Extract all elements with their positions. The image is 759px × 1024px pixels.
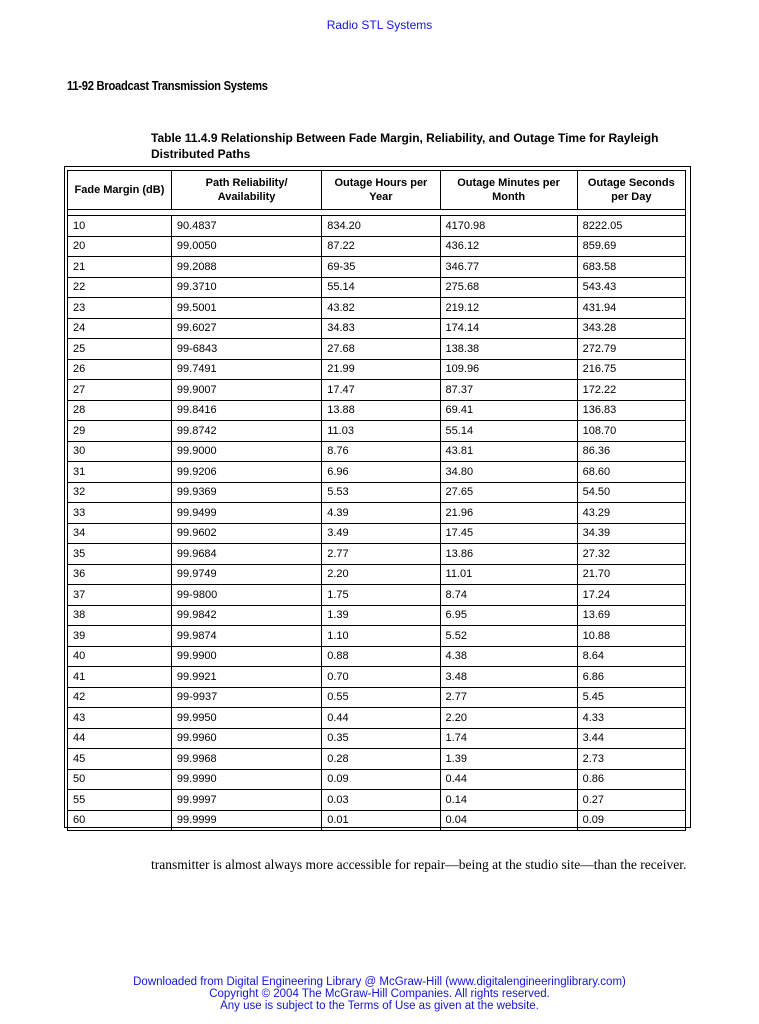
cell-outage-minutes: 55.14 bbox=[440, 421, 577, 442]
cell-outage-minutes: 219.12 bbox=[440, 298, 577, 319]
cell-outage-minutes: 346.77 bbox=[440, 257, 577, 278]
cell-fade-margin: 42 bbox=[68, 687, 172, 708]
cell-outage-minutes: 174.14 bbox=[440, 318, 577, 339]
cell-outage-hours: 3.49 bbox=[322, 523, 440, 544]
cell-outage-seconds: 13.69 bbox=[577, 605, 685, 626]
cell-path-reliability: 99.9921 bbox=[171, 667, 321, 688]
cell-fade-margin: 21 bbox=[68, 257, 172, 278]
table-row bbox=[68, 462, 686, 483]
cell-fade-margin: 27 bbox=[68, 380, 172, 401]
cell-outage-seconds: 8.64 bbox=[577, 646, 685, 667]
cell-fade-margin: 30 bbox=[68, 441, 172, 462]
cell-path-reliability: 99.7491 bbox=[171, 359, 321, 380]
cell-outage-minutes: 2.77 bbox=[440, 687, 577, 708]
cell-outage-minutes: 2.20 bbox=[440, 708, 577, 729]
cell-fade-margin: 22 bbox=[68, 277, 172, 298]
cell-outage-hours: 69-35 bbox=[322, 257, 440, 278]
cell-outage-minutes: 13.86 bbox=[440, 544, 577, 565]
table-row bbox=[68, 318, 686, 339]
cell-fade-margin: 25 bbox=[68, 339, 172, 360]
cell-outage-hours: 87.22 bbox=[322, 236, 440, 257]
table-row bbox=[68, 728, 686, 749]
cell-outage-seconds: 683.58 bbox=[577, 257, 685, 278]
table-row bbox=[68, 523, 686, 544]
cell-outage-hours: 0.55 bbox=[322, 687, 440, 708]
cell-outage-minutes: 138.38 bbox=[440, 339, 577, 360]
cell-fade-margin: 23 bbox=[68, 298, 172, 319]
cell-outage-hours: 1.75 bbox=[322, 585, 440, 606]
cell-fade-margin: 45 bbox=[68, 749, 172, 770]
running-head: 11-92 Broadcast Transmission Systems bbox=[67, 78, 268, 93]
cell-outage-hours: 0.44 bbox=[322, 708, 440, 729]
cell-outage-seconds: 136.83 bbox=[577, 400, 685, 421]
cell-outage-hours: 6.96 bbox=[322, 462, 440, 483]
cell-outage-seconds: 6.86 bbox=[577, 667, 685, 688]
cell-outage-minutes: 11.01 bbox=[440, 564, 577, 585]
cell-path-reliability: 90.4837 bbox=[171, 216, 321, 237]
cell-fade-margin: 31 bbox=[68, 462, 172, 483]
cell-outage-seconds: 0.86 bbox=[577, 769, 685, 790]
cell-outage-hours: 1.10 bbox=[322, 626, 440, 647]
cell-outage-minutes: 69.41 bbox=[440, 400, 577, 421]
cell-fade-margin: 28 bbox=[68, 400, 172, 421]
cell-outage-minutes: 0.44 bbox=[440, 769, 577, 790]
cell-outage-hours: 2.77 bbox=[322, 544, 440, 565]
table-caption: Table 11.4.9 Relationship Between Fade Margin, Reliability, and Outage Time for Rayleigh Distributed Paths bbox=[151, 131, 659, 161]
cell-outage-seconds: 431.94 bbox=[577, 298, 685, 319]
cell-fade-margin: 55 bbox=[68, 790, 172, 811]
footer-copyright: Copyright © 2004 The McGraw-Hill Companies. All rights reserved. bbox=[209, 988, 550, 1000]
cell-path-reliability: 99.9369 bbox=[171, 482, 321, 503]
cell-fade-margin: 44 bbox=[68, 728, 172, 749]
cell-path-reliability: 99.9990 bbox=[171, 769, 321, 790]
table-row bbox=[68, 626, 686, 647]
cell-fade-margin: 37 bbox=[68, 585, 172, 606]
table-row bbox=[68, 359, 686, 380]
cell-outage-hours: 43.82 bbox=[322, 298, 440, 319]
cell-outage-seconds: 108.70 bbox=[577, 421, 685, 442]
cell-path-reliability: 99.9000 bbox=[171, 441, 321, 462]
cell-outage-minutes: 4.38 bbox=[440, 646, 577, 667]
cell-outage-minutes: 43.81 bbox=[440, 441, 577, 462]
table-row bbox=[68, 277, 686, 298]
cell-outage-seconds: 86.36 bbox=[577, 441, 685, 462]
cell-outage-seconds: 21.70 bbox=[577, 564, 685, 585]
cell-outage-seconds: 543.43 bbox=[577, 277, 685, 298]
cell-outage-hours: 5.53 bbox=[322, 482, 440, 503]
table-row bbox=[68, 421, 686, 442]
cell-path-reliability: 99.9999 bbox=[171, 810, 321, 831]
cell-outage-seconds: 172.22 bbox=[577, 380, 685, 401]
cell-outage-minutes: 6.95 bbox=[440, 605, 577, 626]
cell-fade-margin: 24 bbox=[68, 318, 172, 339]
table-row bbox=[68, 482, 686, 503]
cell-fade-margin: 60 bbox=[68, 810, 172, 831]
table-body bbox=[68, 210, 686, 831]
cell-outage-hours: 0.35 bbox=[322, 728, 440, 749]
cell-fade-margin: 35 bbox=[68, 544, 172, 565]
cell-path-reliability: 99.9749 bbox=[171, 564, 321, 585]
cell-outage-seconds: 10.88 bbox=[577, 626, 685, 647]
cell-fade-margin: 10 bbox=[68, 216, 172, 237]
cell-path-reliability: 99.9960 bbox=[171, 728, 321, 749]
cell-outage-seconds: 272.79 bbox=[577, 339, 685, 360]
cell-path-reliability: 99.9206 bbox=[171, 462, 321, 483]
cell-fade-margin: 33 bbox=[68, 503, 172, 524]
column-header-fade-margin: Fade Margin (dB) bbox=[68, 171, 172, 210]
cell-outage-seconds: 0.09 bbox=[577, 810, 685, 831]
column-header-outage-hours: Outage Hours per Year bbox=[322, 171, 440, 210]
cell-path-reliability: 99.9900 bbox=[171, 646, 321, 667]
cell-outage-hours: 34.83 bbox=[322, 318, 440, 339]
cell-path-reliability: 99.0050 bbox=[171, 236, 321, 257]
cell-outage-minutes: 5.52 bbox=[440, 626, 577, 647]
column-header-outage-minutes: Outage Minutes per Month bbox=[440, 171, 577, 210]
cell-outage-seconds: 216.75 bbox=[577, 359, 685, 380]
table-row bbox=[68, 236, 686, 257]
table-row bbox=[68, 790, 686, 811]
cell-outage-hours: 17.47 bbox=[322, 380, 440, 401]
cell-path-reliability: 99.3710 bbox=[171, 277, 321, 298]
cell-outage-seconds: 43.29 bbox=[577, 503, 685, 524]
footer-download-link[interactable]: Downloaded from Digital Engineering Library @ McGraw-Hill (www.digitalengineeringlibrary.com) bbox=[133, 976, 626, 988]
body-paragraph: transmitter is almost always more accessible for repair—being at the studio site—than the receiver. bbox=[151, 857, 687, 872]
cell-outage-hours: 0.88 bbox=[322, 646, 440, 667]
cell-outage-minutes: 4170.98 bbox=[440, 216, 577, 237]
cell-outage-seconds: 3.44 bbox=[577, 728, 685, 749]
cell-path-reliability: 99.8416 bbox=[171, 400, 321, 421]
cell-path-reliability: 99-9800 bbox=[171, 585, 321, 606]
cell-path-reliability: 99.9684 bbox=[171, 544, 321, 565]
cell-outage-minutes: 34.80 bbox=[440, 462, 577, 483]
cell-fade-margin: 29 bbox=[68, 421, 172, 442]
footer bbox=[0, 976, 759, 1012]
cell-fade-margin: 20 bbox=[68, 236, 172, 257]
table-header-row bbox=[68, 171, 686, 210]
cell-outage-hours: 13.88 bbox=[322, 400, 440, 421]
cell-fade-margin: 41 bbox=[68, 667, 172, 688]
cell-path-reliability: 99.6027 bbox=[171, 318, 321, 339]
cell-path-reliability: 99.9997 bbox=[171, 790, 321, 811]
cell-fade-margin: 43 bbox=[68, 708, 172, 729]
cell-outage-hours: 11.03 bbox=[322, 421, 440, 442]
table-row bbox=[68, 441, 686, 462]
fade-margin-table bbox=[67, 170, 686, 831]
table-row bbox=[68, 667, 686, 688]
cell-outage-hours: 0.70 bbox=[322, 667, 440, 688]
source-link[interactable]: Radio STL Systems bbox=[326, 18, 433, 32]
cell-path-reliability: 99.9968 bbox=[171, 749, 321, 770]
cell-outage-hours: 4.39 bbox=[322, 503, 440, 524]
cell-outage-hours: 0.09 bbox=[322, 769, 440, 790]
cell-outage-seconds: 68.60 bbox=[577, 462, 685, 483]
cell-outage-minutes: 1.74 bbox=[440, 728, 577, 749]
cell-outage-minutes: 1.39 bbox=[440, 749, 577, 770]
cell-outage-minutes: 87.37 bbox=[440, 380, 577, 401]
column-header-path-reliability: Path Reliability/ Availability bbox=[171, 171, 321, 210]
table-row bbox=[68, 769, 686, 790]
cell-outage-seconds: 54.50 bbox=[577, 482, 685, 503]
cell-path-reliability: 99.9950 bbox=[171, 708, 321, 729]
cell-path-reliability: 99-9937 bbox=[171, 687, 321, 708]
table-row bbox=[68, 216, 686, 237]
cell-path-reliability: 99.5001 bbox=[171, 298, 321, 319]
cell-outage-hours: 0.28 bbox=[322, 749, 440, 770]
cell-path-reliability: 99.8742 bbox=[171, 421, 321, 442]
cell-path-reliability: 99.9007 bbox=[171, 380, 321, 401]
table-row bbox=[68, 605, 686, 626]
table-row bbox=[68, 687, 686, 708]
cell-outage-minutes: 436.12 bbox=[440, 236, 577, 257]
cell-outage-seconds: 8222.05 bbox=[577, 216, 685, 237]
cell-outage-seconds: 343.28 bbox=[577, 318, 685, 339]
cell-outage-hours: 21.99 bbox=[322, 359, 440, 380]
cell-outage-seconds: 4.33 bbox=[577, 708, 685, 729]
cell-outage-seconds: 2.73 bbox=[577, 749, 685, 770]
cell-outage-hours: 55.14 bbox=[322, 277, 440, 298]
cell-path-reliability: 99.9499 bbox=[171, 503, 321, 524]
cell-path-reliability: 99.9842 bbox=[171, 605, 321, 626]
cell-fade-margin: 50 bbox=[68, 769, 172, 790]
cell-outage-minutes: 275.68 bbox=[440, 277, 577, 298]
cell-fade-margin: 39 bbox=[68, 626, 172, 647]
cell-outage-seconds: 0.27 bbox=[577, 790, 685, 811]
cell-fade-margin: 38 bbox=[68, 605, 172, 626]
cell-fade-margin: 40 bbox=[68, 646, 172, 667]
table-row bbox=[68, 564, 686, 585]
column-header-outage-seconds: Outage Seconds per Day bbox=[577, 171, 685, 210]
cell-fade-margin: 32 bbox=[68, 482, 172, 503]
cell-outage-hours: 27.68 bbox=[322, 339, 440, 360]
cell-outage-seconds: 859.69 bbox=[577, 236, 685, 257]
cell-outage-seconds: 27.32 bbox=[577, 544, 685, 565]
cell-fade-margin: 26 bbox=[68, 359, 172, 380]
cell-outage-seconds: 34.39 bbox=[577, 523, 685, 544]
table-row bbox=[68, 585, 686, 606]
table-row bbox=[68, 544, 686, 565]
cell-outage-minutes: 17.45 bbox=[440, 523, 577, 544]
cell-outage-minutes: 0.04 bbox=[440, 810, 577, 831]
cell-outage-minutes: 21.96 bbox=[440, 503, 577, 524]
cell-outage-seconds: 17.24 bbox=[577, 585, 685, 606]
table-row bbox=[68, 380, 686, 401]
cell-outage-minutes: 3.48 bbox=[440, 667, 577, 688]
table-row bbox=[68, 503, 686, 524]
cell-outage-minutes: 8.74 bbox=[440, 585, 577, 606]
footer-terms[interactable]: Any use is subject to the Terms of Use as given at the website. bbox=[220, 1000, 539, 1012]
table-row bbox=[68, 810, 686, 831]
cell-outage-hours: 834.20 bbox=[322, 216, 440, 237]
cell-path-reliability: 99-6843 bbox=[171, 339, 321, 360]
cell-outage-seconds: 5.45 bbox=[577, 687, 685, 708]
cell-outage-hours: 8.76 bbox=[322, 441, 440, 462]
cell-fade-margin: 34 bbox=[68, 523, 172, 544]
cell-path-reliability: 99.9874 bbox=[171, 626, 321, 647]
table-row bbox=[68, 646, 686, 667]
cell-outage-minutes: 27.65 bbox=[440, 482, 577, 503]
table-row bbox=[68, 708, 686, 729]
cell-outage-hours: 2.20 bbox=[322, 564, 440, 585]
cell-path-reliability: 99.2088 bbox=[171, 257, 321, 278]
cell-outage-hours: 1.39 bbox=[322, 605, 440, 626]
table-row bbox=[68, 298, 686, 319]
cell-path-reliability: 99.9602 bbox=[171, 523, 321, 544]
table-row bbox=[68, 400, 686, 421]
cell-outage-hours: 0.01 bbox=[322, 810, 440, 831]
table-row bbox=[68, 257, 686, 278]
cell-outage-hours: 0.03 bbox=[322, 790, 440, 811]
cell-outage-minutes: 0.14 bbox=[440, 790, 577, 811]
cell-outage-minutes: 109.96 bbox=[440, 359, 577, 380]
cell-fade-margin: 36 bbox=[68, 564, 172, 585]
table-row bbox=[68, 749, 686, 770]
table-row bbox=[68, 339, 686, 360]
